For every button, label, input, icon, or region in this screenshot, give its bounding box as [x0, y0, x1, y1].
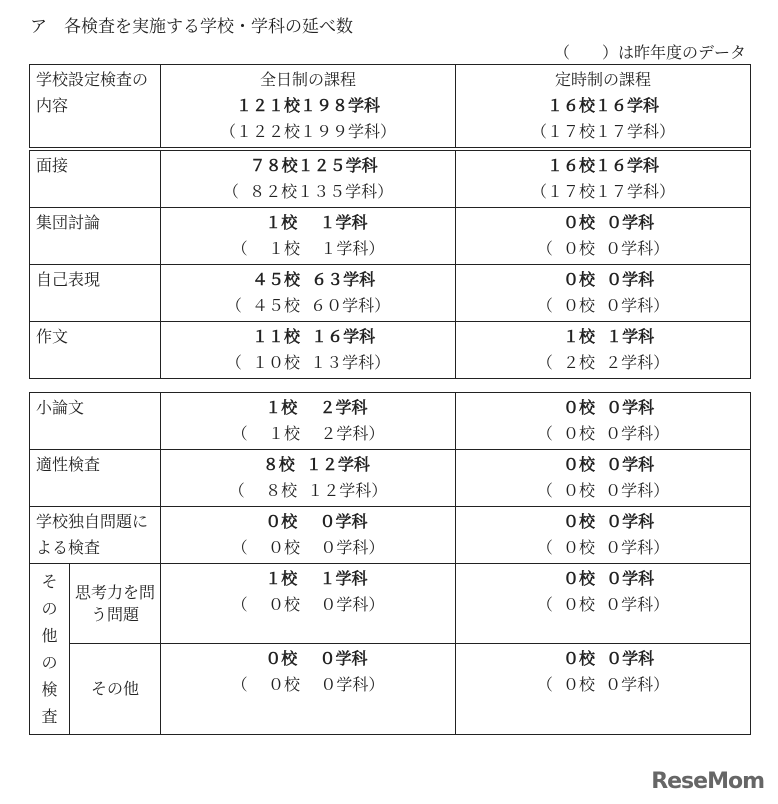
table-row [30, 507, 751, 564]
part-previous: （ ０校 ０学科） [536, 424, 670, 443]
full-previous: （ ０校 ０学科） [231, 595, 385, 614]
header-label: 学校設定検査の内容 [30, 65, 161, 150]
full-current: ４５校 ６３学科 [240, 270, 376, 289]
part-previous: （ ２校 ２学科） [536, 353, 670, 372]
table-row [30, 450, 751, 507]
header-part-time: 定時制の課程 [554, 70, 651, 89]
part-current: ０校 ０学科 [551, 455, 655, 474]
full-current: １２１校１９８学科 [235, 96, 380, 115]
full-previous: （ １０校 １３学科） [225, 353, 391, 372]
part-previous: （ ０校 ０学科） [536, 481, 670, 500]
exam-table-additional [29, 392, 751, 735]
table-row [30, 149, 751, 208]
part-previous: （ ０校 ０学科） [536, 595, 670, 614]
part-current: ０校 ０学科 [551, 270, 655, 289]
full-current: ０校 ０学科 [248, 512, 368, 531]
part-current: １校 １学科 [551, 327, 655, 346]
section-title: ア 各検査を実施する学校・学科の延べ数 [30, 17, 353, 37]
full-current: １１校 １６学科 [240, 327, 376, 346]
full-current: １校 １学科 [248, 213, 368, 232]
full-previous: （ ８２校１３５学科） [222, 182, 394, 201]
part-previous: （ ０校 ０学科） [536, 239, 670, 258]
table-header-row [30, 65, 751, 150]
table-row [30, 393, 751, 450]
full-previous: （ １校 ２学科） [231, 424, 385, 443]
full-current: １校 １学科 [248, 569, 368, 588]
full-previous: （ １校 １学科） [231, 239, 385, 258]
exam-table-main [29, 64, 751, 379]
part-previous: （ ０校 ０学科） [536, 296, 670, 315]
row-label: 学校独自問題による検査 [30, 507, 161, 564]
part-current: ０校 ０学科 [551, 649, 655, 669]
table-row [30, 644, 751, 735]
full-current: ０校 ０学科 [248, 649, 368, 669]
full-previous: （ ０校 ０学科） [231, 538, 385, 557]
part-previous: （１７校１７学科） [530, 122, 675, 141]
row-label: 作文 [30, 322, 161, 379]
row-label: 集団討論 [30, 208, 161, 265]
row-label: 小論文 [30, 393, 161, 450]
part-current: ０校 ０学科 [551, 569, 655, 588]
table-row [30, 208, 751, 265]
header-full-time: 全日制の課程 [259, 70, 356, 89]
part-current: ０校 ０学科 [551, 213, 655, 232]
part-previous: （ ０校 ０学科） [536, 538, 670, 557]
table-row [30, 322, 751, 379]
resemom-logo: ReseMom [651, 769, 764, 794]
row-label: その他 [70, 644, 161, 735]
part-current: １６校１６学科 [546, 156, 659, 175]
row-label: 自己表現 [30, 265, 161, 322]
full-previous: （ ０校 ０学科） [231, 675, 385, 695]
table-row [30, 564, 751, 644]
row-label: 思考力を問う問題 [70, 564, 161, 644]
full-previous: （ ４５校 ６０学科） [225, 296, 391, 315]
part-current: ０校 ０学科 [551, 398, 655, 417]
full-previous: （１２２校１９９学科） [219, 122, 396, 141]
other-group-label: そ の 他 の 検 査 [30, 564, 70, 735]
row-label: 適性検査 [30, 450, 161, 507]
part-current: ０校 ０学科 [551, 512, 655, 531]
part-current: １６校１６学科 [546, 96, 659, 115]
full-previous: （ ８校 １２学科） [228, 481, 388, 500]
full-current: ７８校１２５学科 [238, 156, 378, 175]
part-previous: （ ０校 ０学科） [536, 675, 670, 695]
full-current: １校 ２学科 [248, 398, 368, 417]
table-note: （ ）は昨年度のデータ [553, 43, 746, 62]
part-previous: （１７校１７学科） [530, 182, 675, 201]
row-label: 面接 [30, 149, 161, 208]
table-row [30, 265, 751, 322]
full-current: ８校 １２学科 [246, 455, 370, 474]
